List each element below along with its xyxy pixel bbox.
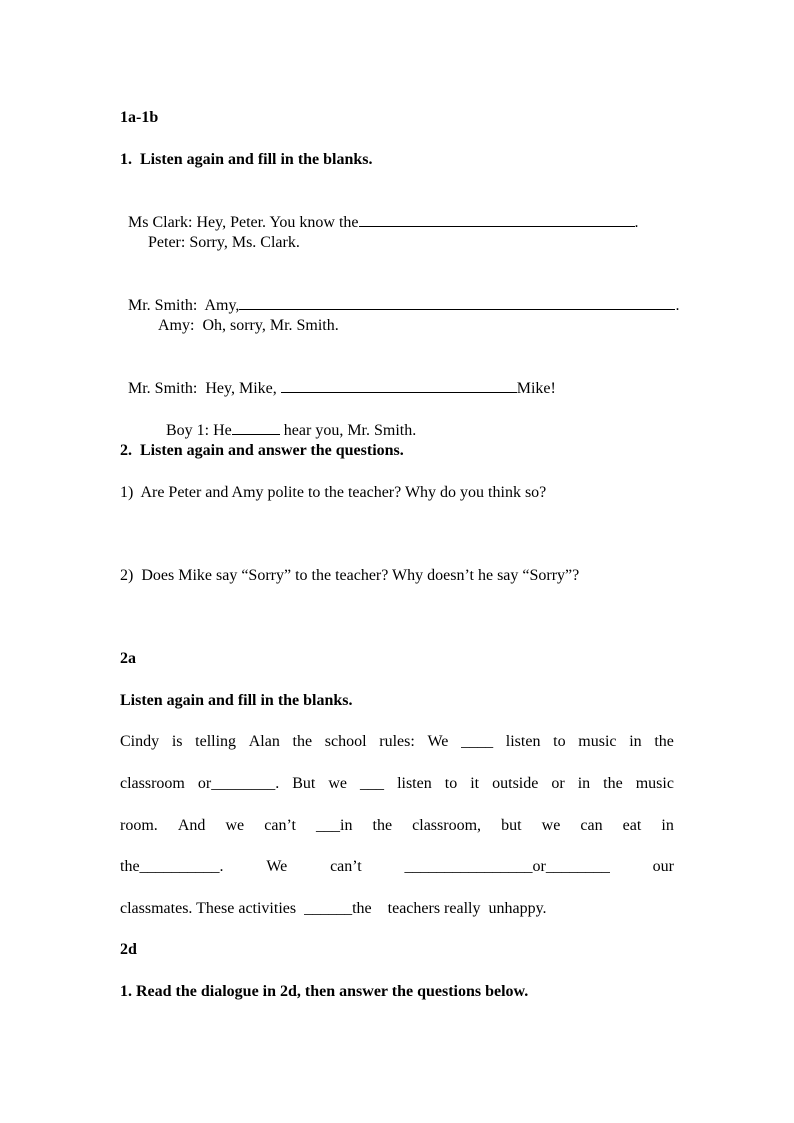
heading-2d: 2d (120, 941, 137, 958)
question-2-item-2: 2) Does Mike say “Sorry” to the teacher? Why doesn’t he say “Sorry”? (120, 567, 580, 584)
word: can’t (330, 858, 362, 875)
dialogue-line-5-text: Mr. Smith: Hey, Mike, (128, 380, 281, 397)
word: the (654, 733, 674, 750)
paragraph-row-3 (120, 816, 674, 836)
dialogue-line-3-end: . (675, 297, 680, 314)
heading-2a: 2a (120, 650, 136, 667)
word-blank[interactable]: ____ (461, 733, 494, 750)
word: classroom (120, 775, 185, 792)
dialogue-line-6-text: Boy 1: He (166, 422, 232, 439)
word-blank[interactable]: ___in (316, 817, 353, 834)
dialogue-line-1-end: . (634, 214, 639, 231)
dialogue-line-3 (120, 275, 679, 316)
word: the (372, 817, 393, 834)
word: Cindy (120, 733, 160, 750)
word: eat (622, 817, 642, 834)
dialogue-line-6 (158, 400, 416, 441)
section-2d-title: 1. Read the dialogue in 2d, then answer the questions below. (120, 983, 529, 1000)
word: school (324, 733, 367, 750)
word: we (541, 817, 561, 834)
word: can’t (264, 817, 296, 834)
word: telling (195, 733, 237, 750)
word: to (553, 733, 566, 750)
word: the (292, 733, 313, 750)
word: our (652, 858, 674, 875)
section-2a-title: Listen again and fill in the blanks. (120, 692, 353, 709)
question-2-item-1: 1) Are Peter and Amy polite to the teacher? Why do you think so? (120, 484, 547, 501)
dialogue-line-2: Peter: Sorry, Ms. Clark. (148, 234, 300, 251)
word: room. (120, 817, 158, 834)
dialogue-line-6-end: hear you, Mr. Smith. (279, 422, 417, 439)
dialogue-line-5-end: Mike! (516, 380, 556, 397)
word: it (470, 775, 480, 792)
word-blank[interactable]: or________. (197, 775, 280, 792)
paragraph-row-4 (120, 857, 674, 877)
dialogue-line-1 (120, 192, 639, 233)
word: but (501, 817, 522, 834)
word: in (629, 733, 642, 750)
dialogue-line-1-text: Ms Clark: Hey, Peter. You know the (128, 214, 359, 231)
word: listen (505, 733, 541, 750)
word-blank[interactable]: the__________. (120, 858, 224, 875)
fill-blank[interactable] (232, 420, 280, 435)
word: is (171, 733, 183, 750)
word: listen (397, 775, 432, 792)
fill-blank[interactable] (239, 295, 675, 310)
word: But (292, 775, 316, 792)
word: Alan (248, 733, 280, 750)
word: we (328, 775, 348, 792)
fill-blank[interactable] (359, 212, 635, 227)
word: We (266, 858, 288, 875)
word: music (635, 775, 674, 792)
word-blank[interactable]: ________________or________ (404, 858, 610, 875)
word: the (603, 775, 623, 792)
word: in (661, 817, 674, 834)
dialogue-line-5 (120, 358, 556, 399)
fill-blank[interactable] (281, 378, 517, 393)
word: rules: (379, 733, 415, 750)
question-1-title: 1. Listen again and fill in the blanks. (120, 151, 373, 168)
paragraph-row-1 (120, 732, 674, 752)
word: to (444, 775, 458, 792)
word: music (578, 733, 617, 750)
question-2-title: 2. Listen again and answer the questions. (120, 442, 404, 459)
paragraph-row-5: classmates. These activities ______the teachers really unhappy. (120, 900, 547, 917)
word: we (225, 817, 245, 834)
word: outside (492, 775, 539, 792)
dialogue-line-4: Amy: Oh, sorry, Mr. Smith. (158, 317, 339, 334)
word: And (177, 817, 206, 834)
word: We (427, 733, 449, 750)
word-blank[interactable]: ___ (360, 775, 385, 792)
dialogue-line-3-text: Mr. Smith: Amy, (128, 297, 240, 314)
word: classroom, (412, 817, 482, 834)
paragraph-row-2 (120, 774, 674, 794)
heading-1a-1b: 1a-1b (120, 109, 159, 126)
word: in (577, 775, 591, 792)
word: or (551, 775, 565, 792)
word: can (580, 817, 603, 834)
